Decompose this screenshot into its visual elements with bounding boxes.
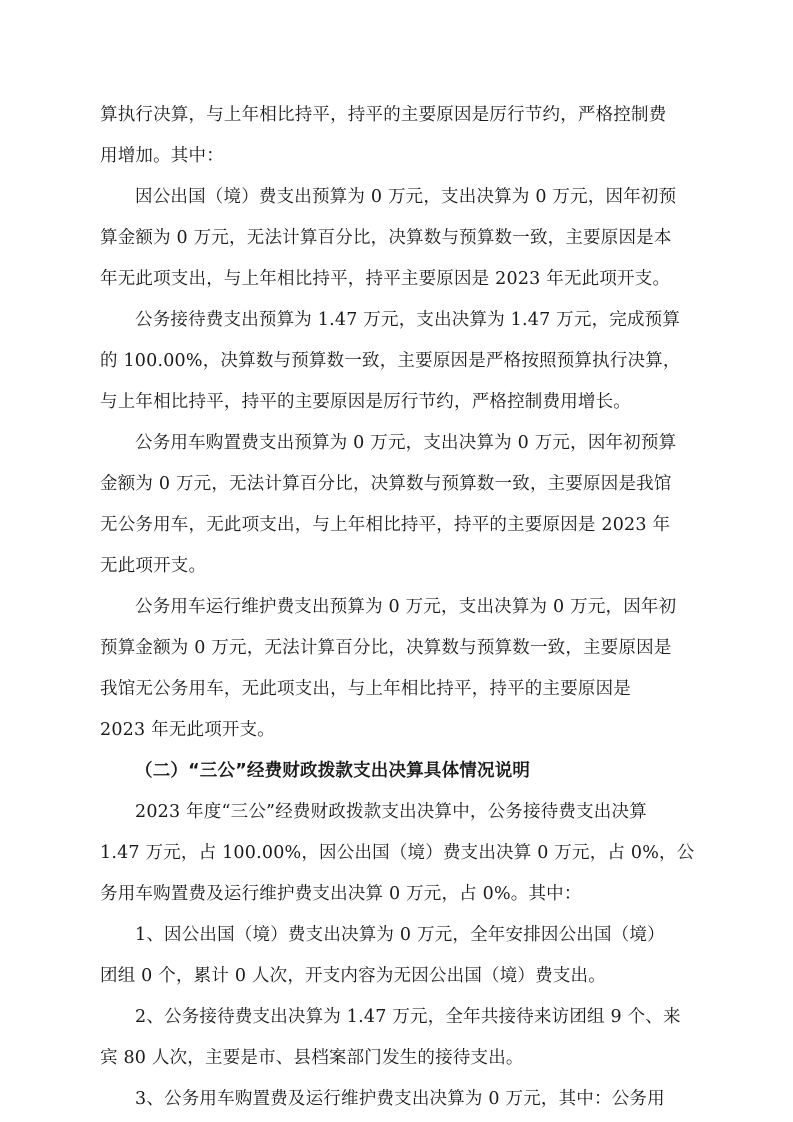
body-line: 金额为 0 万元，无法计算百分比，决算数与预算数一致，主要原因是我馆: [100, 474, 672, 494]
body-line: 公务用车购置费支出预算为 0 万元，支出决算为 0 万元，因年初预算: [135, 433, 677, 453]
body-line: 我馆无公务用车，无此项支出，与上年相比持平，持平的主要原因是: [100, 679, 631, 699]
body-line: 因公出国（境）费支出预算为 0 万元，支出决算为 0 万元，因年初预: [135, 187, 677, 207]
body-line: 1.47 万元，占 100.00%，因公出国（境）费支出决算 0 万元，占 0%，公: [100, 843, 695, 863]
body-line: 3、公务用车购置费及运行维护费支出决算为 0 万元，其中：公务用: [135, 1089, 665, 1109]
body-line: 算执行决算，与上年相比持平，持平的主要原因是厉行节约，严格控制费: [100, 105, 667, 125]
body-line: 2023 年无此项开支。: [100, 720, 275, 740]
body-line: 无公务用车，无此项支出，与上年相比持平，持平的主要原因是 2023 年: [100, 515, 671, 535]
body-line: 公务接待费支出预算为 1.47 万元，支出决算为 1.47 万元，完成预算: [135, 310, 681, 330]
body-line: 公务用车运行维护费支出预算为 0 万元，支出决算为 0 万元，因年初: [135, 597, 677, 617]
body-line: 团组 0 个，累计 0 人次，开支内容为无因公出国（境）费支出。: [100, 966, 606, 986]
body-line: 与上年相比持平，持平的主要原因是厉行节约，严格控制费用增长。: [100, 392, 631, 412]
body-line: 宾 80 人次，主要是市、县档案部门发生的接待支出。: [100, 1048, 524, 1068]
body-line: 2、公务接待费支出决算为 1.47 万元，全年共接待来访团组 9 个、来: [135, 1007, 681, 1027]
body-line: 用增加。其中：: [100, 146, 224, 166]
body-line: 年无此项支出，与上年相比持平，持平主要原因是 2023 年无此项开支。: [100, 269, 671, 289]
body-line: 1、因公出国（境）费支出决算为 0 万元，全年安排因公出国（境）: [135, 925, 665, 945]
section-heading: （二）“三公”经费财政拨款支出决算具体情况说明: [135, 761, 531, 781]
body-line: 无此项开支。: [100, 556, 207, 576]
body-line: 的 100.00%，决算数与预算数一致，主要原因是严格按照预算执行决算，: [100, 351, 681, 371]
body-line: 算金额为 0 万元，无法计算百分比，决算数与预算数一致，主要原因是本: [100, 228, 672, 248]
body-line: 预算金额为 0 万元，无法计算百分比，决算数与预算数一致，主要原因是: [100, 638, 672, 658]
body-line: 2023 年度“三公”经费财政拨款支出决算中，公务接待费支出决算: [135, 802, 647, 822]
body-line: 务用车购置费及运行维护费支出决算 0 万元，占 0%。其中：: [100, 884, 582, 904]
